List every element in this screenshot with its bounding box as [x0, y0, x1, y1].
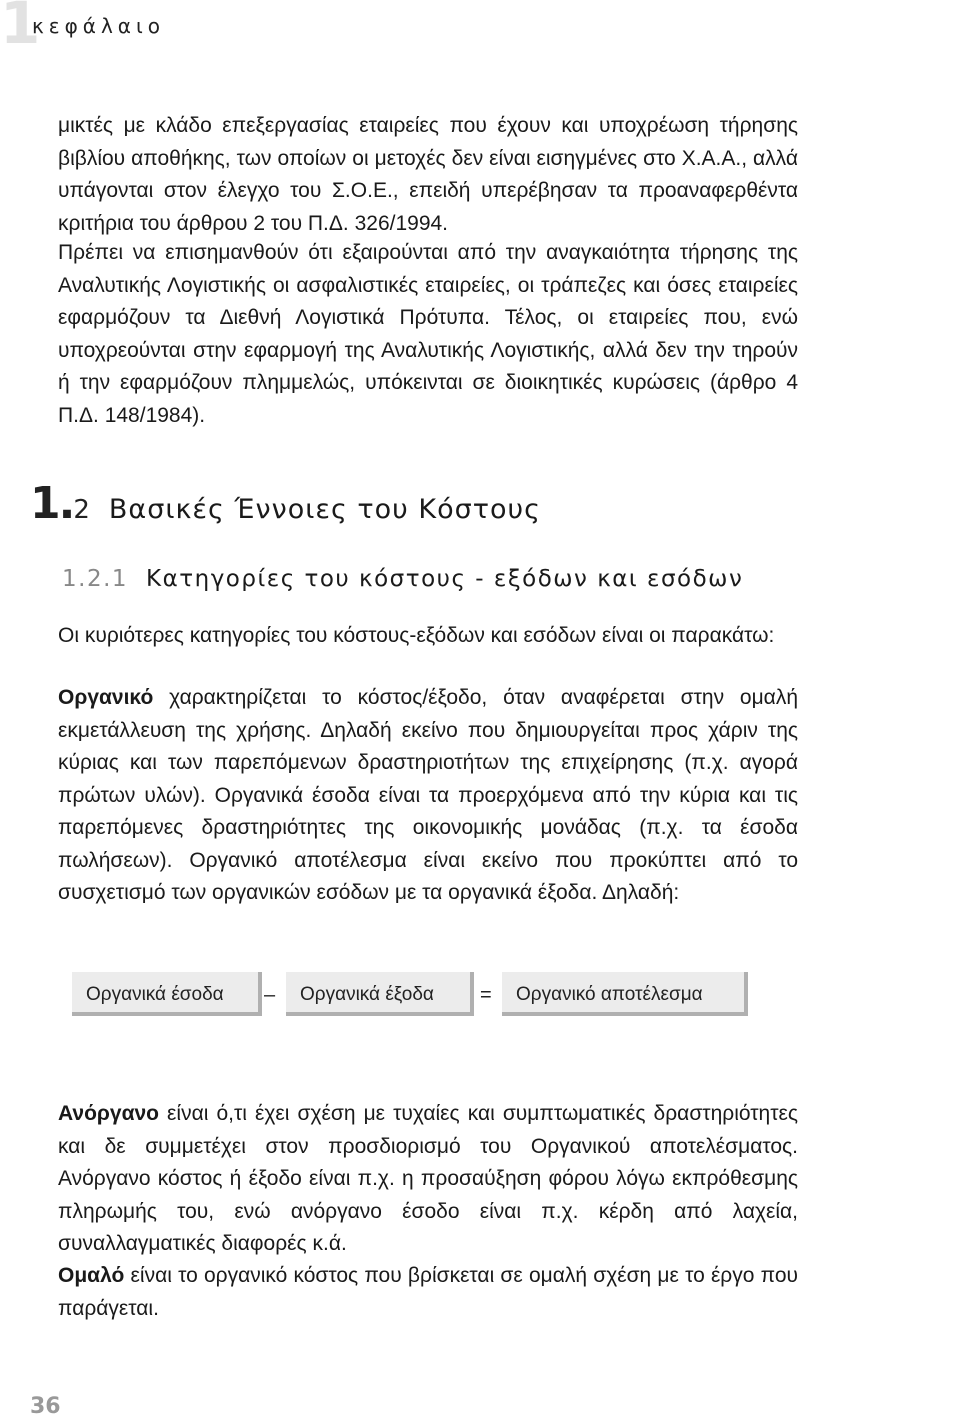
subsection-number: 1.2.1: [62, 566, 129, 592]
paragraph-organic-text: χαρακτηρίζεται το κόστος/έξοδο, όταν αναφέρεται στην ομαλή εκμετάλλευση της χρήσης. Δηλαδή εκείνο που δημιουργείται προς χάριν της κύριας και των παρεπόμενων δραστηριοτήτων της επιχείρησης (π.χ. αγορά πρώτων υλών). Οργανικά έσοδα είναι τα προερχόμενα από την κύρια και τις παρεπόμενες δραστηριότητες της οικονομικής μονάδας (π.χ. τα έσοδα πωλήσεων). Οργανικό αποτέλεσμα είναι εκείνο που προκύπτει από το συσχετισμό των οργανικών εσόδων με τα οργανικά έξοδα. Δηλαδή:: [58, 686, 798, 904]
paragraph-2: Πρέπει να επισημανθούν ότι εξαιρούνται από την αναγκαιότητα τήρησης της Αναλυτικής Λογιστικής οι ασφαλιστικές εταιρείες, οι τράπεζες και όσες εταιρείες εφαρμόζουν τα Διεθνή Λογιστικά Πρότυπα. Τέλος, οι εταιρείες που, ενώ υποχρεούνται στην εφαρμογή της Αναλυτικής Λογιστικής, αλλά δεν την τηρούν ή την εφαρμόζουν πλημμελώς, υπόκεινται σε διοικητικές κυρώσεις (άρθρο 4 Π.Δ. 148/1984).: [58, 241, 798, 427]
subsection-title: Κατηγορίες του κόστους - εξόδων και εσόδων: [146, 566, 744, 592]
formula-term-expense: Οργανικά έξοδα: [286, 972, 474, 1016]
paragraph-organic: [58, 682, 798, 910]
section-title: Βασικές Έννοιες του Κόστους: [108, 494, 541, 525]
term-organic: Οργανικό: [58, 686, 154, 709]
paragraph-1: μικτές με κλάδο επεξεργασίας εταιρείες που έχουν και υποχρέωση τήρησης βιβλίου αποθήκης, των οποίων οι μετοχές δεν είναι εισηγμένες στο Χ.Α.Α., αλλά υπάγονται στον έλεγχο του Σ.Ο.Ε., επειδή υπερέβησαν τα προαναφερθέντα κριτήρια του άρθρου 2 του Π.Δ. 326/1994.: [58, 114, 798, 235]
chapter-label: κεφάλαιο: [32, 14, 165, 38]
subsection-heading: [62, 566, 743, 592]
chapter-number: 1: [0, 0, 41, 57]
formula-equals: =: [480, 984, 492, 1006]
page-number: 36: [30, 1394, 61, 1419]
paragraph-normal-text: είναι το οργανικό κόστος που βρίσκεται σε ομαλή σχέση με το έργο που παράγεται.: [58, 1264, 798, 1320]
section-number-major: 1.: [30, 478, 74, 529]
formula-minus: –: [264, 984, 276, 1006]
paragraph-3: Οι κυριότερες κατηγορίες του κόστους-εξόδων και εσόδων είναι οι παρακάτω:: [58, 624, 775, 647]
paragraph-inorganic: [58, 1098, 798, 1261]
paragraph-inorganic-text: είναι ό,τι έχει σχέση με τυχαίες και συμπτωματικές δραστηριότητες και δε συμμετέχει στον προσδιορισμό του Οργανικού αποτελέσματος. Ανόργανο κόστος ή έξοδο είναι π.χ. η προσαύξηση φόρου λόγω εκπρόθεσμης πληρωμής του, ενώ ανόργανο έσοδο είναι π.χ. κέρδη από λαχεία, συναλλαγματικές διαφορές κ.ά.: [58, 1102, 798, 1255]
term-normal: Ομαλό: [58, 1264, 125, 1287]
formula-result: Οργανικό αποτέλεσμα: [502, 972, 748, 1016]
section-number-minor: 2: [73, 495, 91, 525]
term-inorganic: Ανόργανο: [58, 1102, 159, 1125]
paragraph-normal: [58, 1260, 798, 1325]
formula-term-revenue: Οργανικά έσοδα: [72, 972, 262, 1016]
section-heading: [30, 478, 541, 529]
